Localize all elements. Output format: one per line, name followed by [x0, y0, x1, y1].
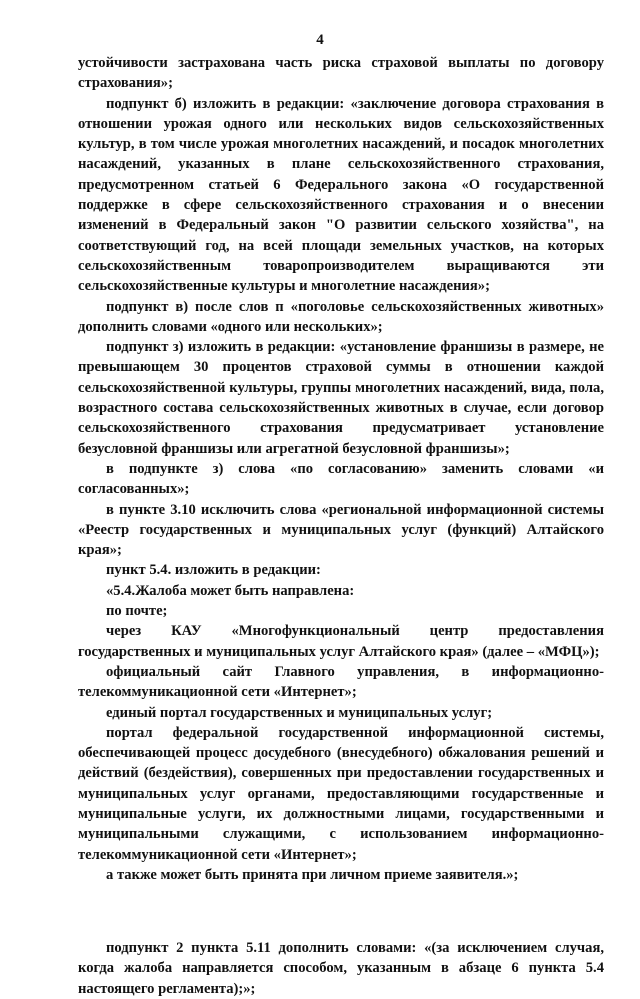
paragraph-point-3-10: в пункте 3.10 исключить слова «региональной информационной системы «Реестр государственных и муниципальных услуг (функций) Алтайского края»;: [78, 501, 604, 559]
page-number: 4: [316, 32, 324, 48]
paragraph-point-5-4: пункт 5.4. изложить в редакции:: [106, 562, 321, 579]
paragraph-point-5-11: подпункт 2 пункта 5.11 дополнить словами: «(за исключением случая, когда жалоба направляется способом, указанным в абзаце 6 пункта 5.4 настоящего регламента);»;: [78, 940, 604, 997]
paragraph-by-mail: по почте;: [106, 603, 168, 620]
paragraph-personal-reception: а также может быть принята при личном приеме заявителя.»;: [106, 866, 519, 883]
paragraph-complaint-intro: «5.4.Жалоба может быть направлена:: [106, 582, 355, 599]
paragraph-mfc: через КАУ «Многофункциональный центр предоставления государственных и муниципальных услуг Алтайского края» (далее – «МФЦ»);: [78, 623, 604, 660]
paragraph-subpoint-v: подпункт в) после слов п «поголовье сельскохозяйственных животных» дополнить словами «одного или нескольких»;: [78, 298, 604, 335]
paragraph-federal-portal: портал федеральной государственной информационной системы, обеспечивающей процесс досудебного (внесудебного) обжалования решений и действий (бездействия), совершенных при предоставлении государственных и муниципальных услуг органами, предоставляющими государственные и муниципальные услуги, их должностными лицами, государственными и муниципальными служащими, с использованием информационно-телекоммуникационной сети «Интернет»;: [78, 724, 604, 863]
paragraph-subpoint-b: подпункт б) изложить в редакции: «заключение договора страхования в отношении урожая одного или нескольких видов сельскохозяйственных культур, в том числе урожая многолетних насаждений, и посадок многолетних насаждений, указанных в плане сельскохозяйственного страхования, предусмотренном статьей 6 Федерального закона «О государственной поддержке в сфере сельскохозяйственного страхования и о внесении изменений в Федеральный закон "О развитии сельского хозяйства", на соответствующий год, на всей площади земельных участков, на которых сельскохозяйственным товаропроизводителем выращиваются эти сельскохозяйственные культуры и многолетние насаждения»;: [78, 95, 604, 295]
paragraph-official-site: официальный сайт Главного управления, в информационно-телекоммуникационной сети «Интернет»;: [78, 663, 604, 701]
paragraph-continuation: устойчивости застрахована часть риска страховой выплаты по договору страхования»;: [78, 55, 604, 92]
paragraph-subpoint-z-words: в подпункте з) слова «по согласованию» заменить словами «и согласованных»;: [78, 460, 604, 498]
paragraph-subpoint-z: подпункт з) изложить в редакции: «установление франшизы в размере, не превышающем 30 процентов страховой суммы в отношении каждой сельскохозяйственной культуры, группы многолетних насаждений, вида, пола, возрастного состава сельскохозяйственных животных в случае, если договор сельскохозяйственного страхования предусматривает установление безусловной франшизы или агрегатной безусловной франшизы»;: [78, 339, 604, 457]
paragraph-unified-portal: единый портал государственных и муниципальных услуг;: [106, 704, 493, 721]
blank-space: [78, 885, 604, 938]
document-body: [78, 53, 604, 999]
